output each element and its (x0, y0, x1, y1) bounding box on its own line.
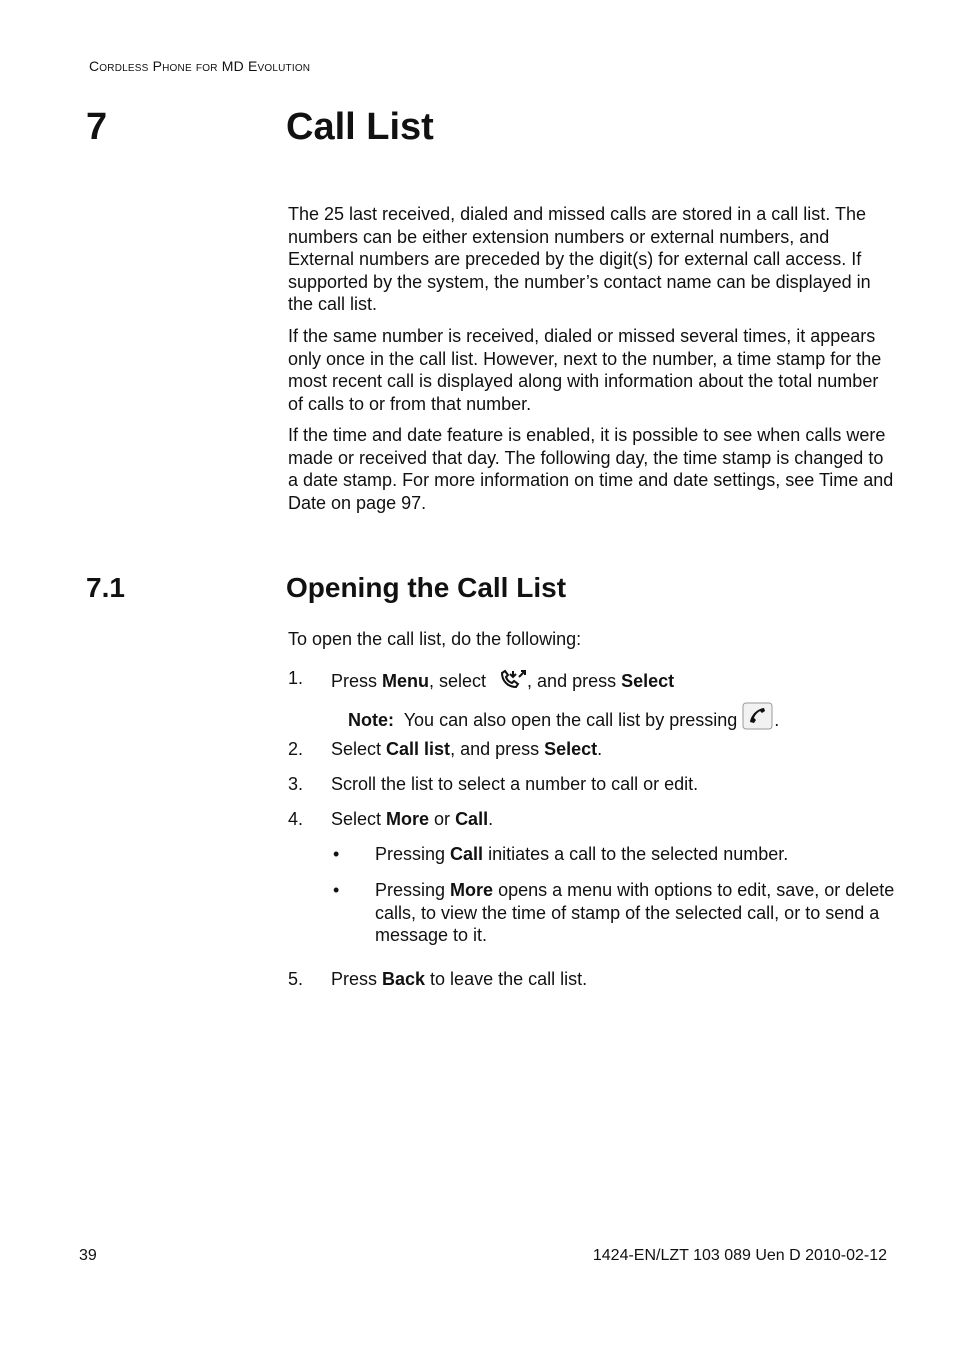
step-text (331, 738, 602, 761)
document-id: 1424-EN/LZT 103 089 Uen D 2010-02-12 (592, 1247, 887, 1264)
intro-paragraph-2: If the same number is received, dialed or missed several times, it appears only once in the call list. However, next to the number, a time stamp for the most recent call is displayed along with information about the total number of calls to or from that number. (288, 326, 882, 414)
step-text-part: Select (331, 739, 387, 759)
step-keyword: Call list (386, 739, 451, 759)
intro-paragraph-1: The 25 last received, dialed and missed calls are stored in a call list. The numbers can be either extension numbers or external numbers, and External numbers are preceded by the digit(s) for external call access. If supported by the system, the number’s contact name can be displayed in the call list. (288, 204, 871, 314)
bullet-keyword: More (450, 880, 494, 900)
note-label: Note: (348, 710, 394, 730)
page-number: 39 (79, 1247, 97, 1264)
step-text (331, 968, 587, 991)
step-text-part: Press (331, 671, 383, 691)
call-key-icon (742, 702, 774, 736)
step-text-part: or (429, 809, 456, 829)
step-number: 2. (288, 739, 304, 759)
note-text-end: . (774, 710, 780, 730)
step-keyword: Select (621, 671, 675, 691)
bullet-text (375, 879, 895, 947)
step-text-part: , select (429, 671, 492, 691)
step-keyword: Menu (382, 671, 430, 691)
bullet-text-part: Pressing (375, 844, 451, 864)
step-text-part: Press (331, 969, 383, 989)
section-title: Opening the Call List (286, 572, 567, 603)
bullet-text-part: initiates a call to the selected number. (483, 844, 789, 864)
step-keyword: Select (544, 739, 598, 759)
step-text (331, 808, 493, 831)
intro-paragraph-3: If the time and date feature is enabled, it is possible to see when calls were made or received that day. The following day, the time stamp is changed to a date stamp. For more information on time and date settings, see Time and Date on page 97. (288, 425, 894, 513)
step-text: Scroll the list to select a number to call or edit. (331, 774, 699, 794)
bullet-dot: • (333, 844, 340, 864)
step-keyword: More (386, 809, 430, 829)
section-number: 7.1 (86, 572, 125, 603)
bullet-text-part: Pressing (375, 880, 451, 900)
bullet-dot: • (333, 880, 340, 900)
step-text-part: . (597, 739, 603, 759)
step-text-part: to leave the call list. (425, 969, 588, 989)
step-text-part: . (488, 809, 494, 829)
step-number: 3. (288, 774, 304, 794)
call-list-menu-icon (499, 667, 527, 697)
step-number: 1. (288, 668, 304, 688)
step-text-part: , and press (527, 671, 622, 691)
step-text (331, 667, 674, 697)
bullet-text-part: opens a menu with options to edit, save, or delete calls, to view the time of stamp of the selected call, or to send a message to it. (375, 880, 895, 945)
chapter-number: 7 (86, 106, 108, 148)
step-text-part: , and press (450, 739, 545, 759)
section-lead: To open the call list, do the following: (288, 629, 582, 649)
step-text-part: Select (331, 809, 387, 829)
step-number: 5. (288, 969, 304, 989)
bullet-text (375, 843, 895, 866)
step-note (348, 702, 779, 736)
step-keyword: Back (382, 969, 426, 989)
note-text: You can also open the call list by pressing (403, 710, 743, 730)
bullet-keyword: Call (450, 844, 484, 864)
chapter-title: Call List (286, 106, 434, 148)
running-header: Cordless Phone for MD Evolution (89, 58, 311, 74)
step-number: 4. (288, 809, 304, 829)
step-keyword: Call (455, 809, 489, 829)
